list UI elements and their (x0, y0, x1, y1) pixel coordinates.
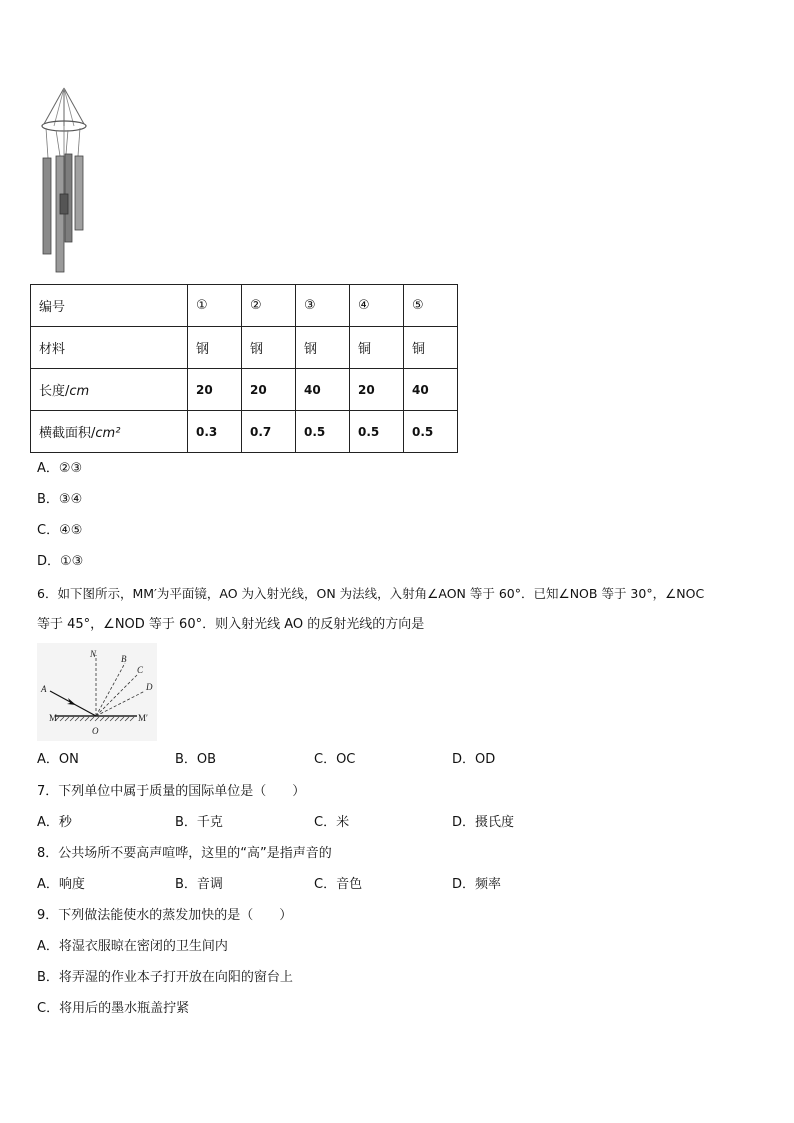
table-row (31, 369, 458, 411)
q9-option-a: A．将湿衣服晾在密闭的卫生间内 (37, 939, 228, 954)
q5-option-a: A．②③ (37, 461, 83, 476)
table-cell: 0.5 (296, 411, 350, 453)
label-o: O (92, 726, 99, 736)
mirror-reflection-diagram (37, 643, 157, 741)
q8-option-d: D．频率 (452, 877, 502, 892)
table-row (31, 411, 458, 453)
q6-option-b: B．OB (175, 752, 217, 767)
q6-stem-line2: 等于 45°，∠NOD 等于 60°．则入射光线 AO 的反射光线的方向是 (37, 617, 425, 632)
table-cell: 钢 (242, 327, 296, 369)
table-row (31, 327, 458, 369)
wind-chime-image (38, 86, 90, 274)
q6-stem-line1: 6．如下图所示，MM′为平面镜，AO 为入射光线，ON 为法线，入射角∠AON 等于 60°．已知∠NOB 等于 30°，∠NOC (37, 586, 705, 601)
q7-option-c: C．米 (314, 815, 350, 830)
table-cell: 0.5 (404, 411, 458, 453)
table-cell: 20 (188, 369, 242, 411)
table-cell: 40 (404, 369, 458, 411)
table-cell: ③ (296, 285, 350, 327)
q5-option-b: B．③④ (37, 492, 83, 507)
unit-label: cm (69, 384, 90, 399)
q8-option-c: C．音色 (314, 877, 363, 892)
table-cell: ④ (350, 285, 404, 327)
table-cell: ① (188, 285, 242, 327)
label-a: A (41, 684, 47, 694)
unit-label: cm² (95, 426, 121, 441)
q8-option-a: A．响度 (37, 877, 85, 892)
label-n: N (90, 649, 97, 659)
q6-option-c: C．OC (314, 752, 356, 767)
table-cell: ② (242, 285, 296, 327)
q6-option-a: A．ON (37, 752, 79, 767)
table-cell: 0.3 (188, 411, 242, 453)
q5-option-c: C．④⑤ (37, 523, 83, 538)
label-m-prime: M′ (138, 713, 148, 723)
row-label: 长度/ (39, 384, 70, 399)
table-cell: ⑤ (404, 285, 458, 327)
table-cell: 铜 (350, 327, 404, 369)
table-cell: 钢 (188, 327, 242, 369)
table-cell: 40 (296, 369, 350, 411)
q9-option-b: B．将弄湿的作业本子打开放在向阳的窗台上 (37, 970, 293, 985)
q7-option-d: D．摄氏度 (452, 815, 515, 830)
table-cell: 钢 (296, 327, 350, 369)
q9-option-c: C．将用后的墨水瓶盖拧紧 (37, 1001, 190, 1016)
table-cell: 20 (242, 369, 296, 411)
q7-stem: 7．下列单位中属于质量的国际单位是（ ） (37, 784, 306, 799)
table-cell: 铜 (404, 327, 458, 369)
label-m: M (49, 713, 58, 723)
q7-option-b: B．千克 (175, 815, 223, 830)
label-b: B (121, 654, 127, 664)
table-row (31, 285, 458, 327)
q8-stem: 8．公共场所不要高声喧哗，这里的“高”是指声音的 (37, 846, 332, 861)
q9-stem: 9．下列做法能使水的蒸发加快的是（ ） (37, 908, 293, 923)
q7-option-a: A．秒 (37, 815, 72, 830)
table-cell: 20 (350, 369, 404, 411)
table-cell (31, 369, 188, 411)
row-label: 横截面积/ (39, 426, 96, 441)
table-cell: 0.7 (242, 411, 296, 453)
materials-table (30, 284, 458, 453)
table-cell: 编号 (31, 285, 188, 327)
q6-option-d: D．OD (452, 752, 496, 767)
table-cell (31, 411, 188, 453)
label-c: C (137, 665, 144, 675)
label-d: D (146, 682, 153, 692)
table-cell: 0.5 (350, 411, 404, 453)
q8-option-b: B．音调 (175, 877, 223, 892)
q5-option-d: D．①③ (37, 554, 84, 569)
table-cell: 材料 (31, 327, 188, 369)
